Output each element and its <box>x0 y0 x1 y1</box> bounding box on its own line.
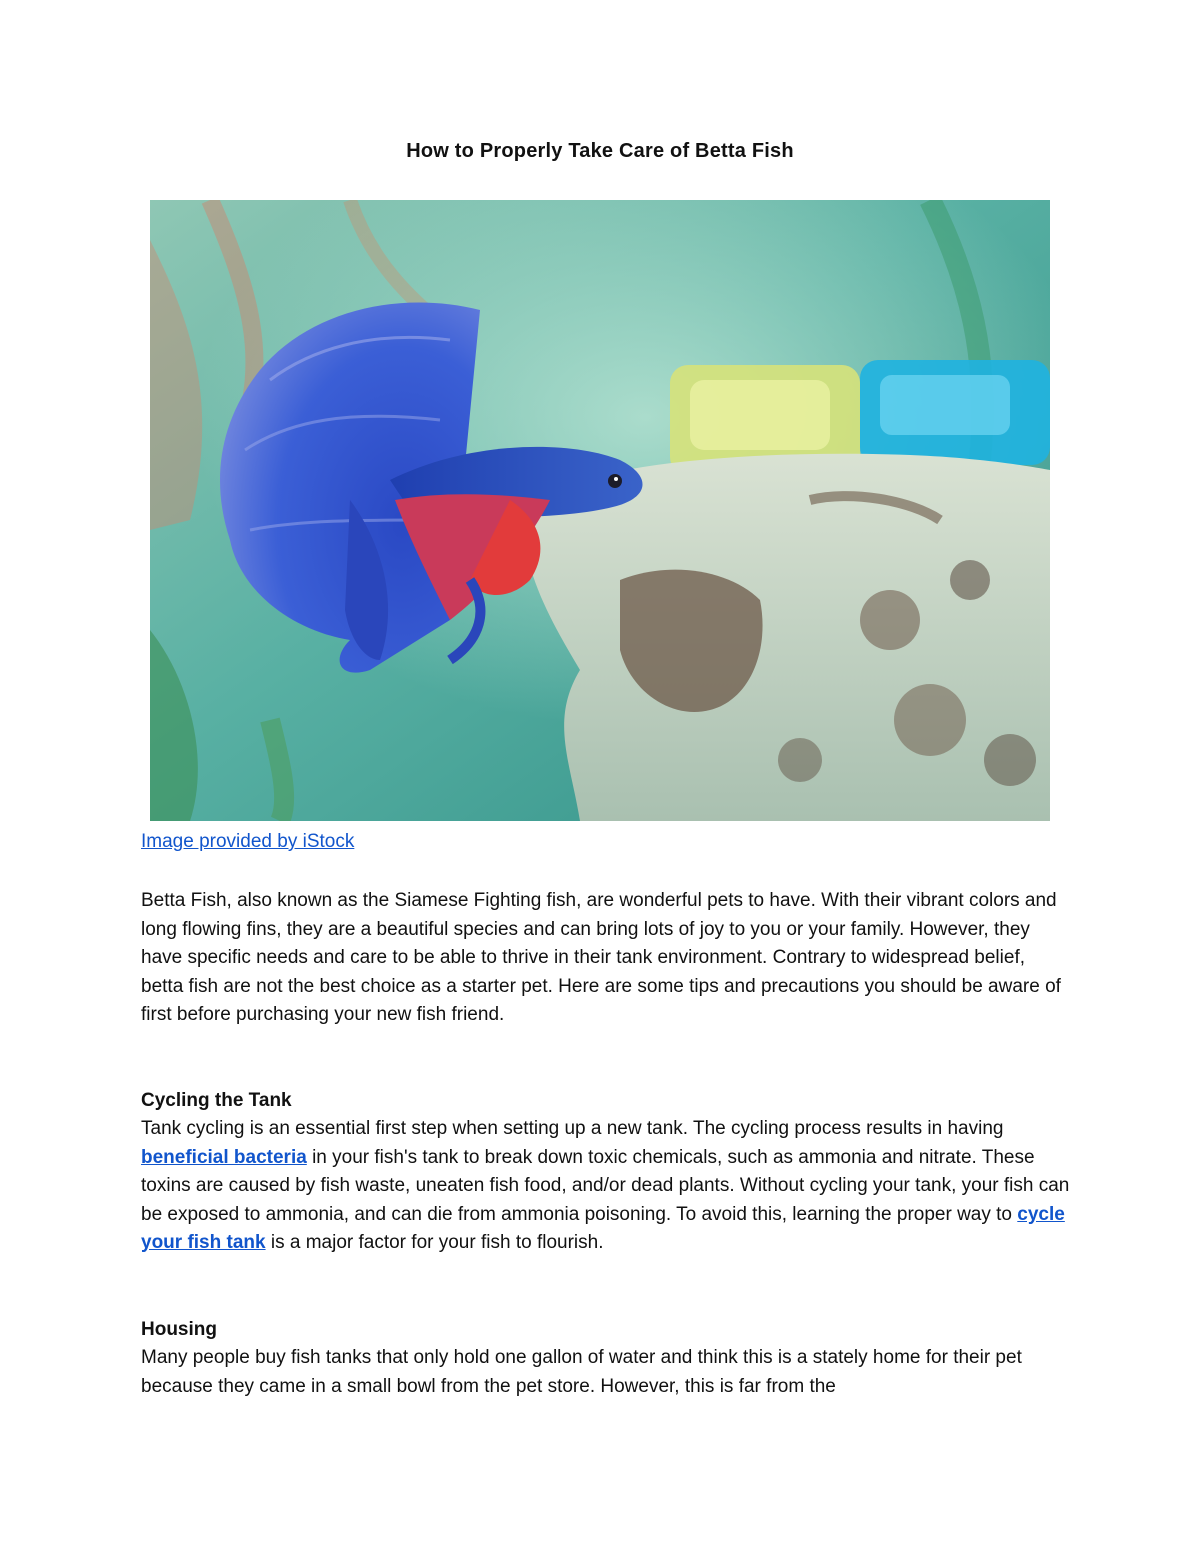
housing-paragraph: Many people buy fish tanks that only hold one gallon of water and think this is a stately home for their pet because they came in a small bowl from the pet store. However, this is far from the <box>141 1347 1022 1397</box>
cycling-heading: Cycling the Tank <box>141 1090 292 1111</box>
beneficial-bacteria-link[interactable]: beneficial bacteria <box>141 1146 307 1168</box>
housing-heading: Housing <box>141 1319 217 1340</box>
betta-fish-photo <box>150 200 1050 821</box>
cycle-fish-tank-link[interactable]: cycle your fish tank <box>141 1203 1065 1254</box>
cycling-text-2: in your fish's tank to break down toxic chemicals, such as ammonia and nitrate. These toxins are caused by fish waste, uneaten fish food, and/or dead plants. Without cycling your tank, your fish can be exposed to ammonia, and can die from ammonia poisoning. To avoid this, learning the proper way to <box>141 1146 1070 1225</box>
cycling-paragraph <box>141 1115 1071 1258</box>
intro-paragraph: Betta Fish, also known as the Siamese Fighting fish, are wonderful pets to have. With their vibrant colors and long flowing fins, they are a beautiful species and can bring lots of joy to you or your family. However, they have specific needs and care to be able to thrive in their tank environment. Contrary to widespread belief, betta fish are not the best choice as a starter pet. Here are some tips and precautions you should be aware of first before purchasing your new fish friend. <box>141 890 1061 1026</box>
cycling-text-1: Tank cycling is an essential first step when setting up a new tank. The cycling process results in having <box>141 1118 1004 1139</box>
image-credit-link[interactable]: Image provided by iStock <box>141 831 355 852</box>
document-title: How to Properly Take Care of Betta Fish <box>406 140 794 162</box>
cycling-text-3: is a major factor for your fish to flourish. <box>265 1232 604 1254</box>
